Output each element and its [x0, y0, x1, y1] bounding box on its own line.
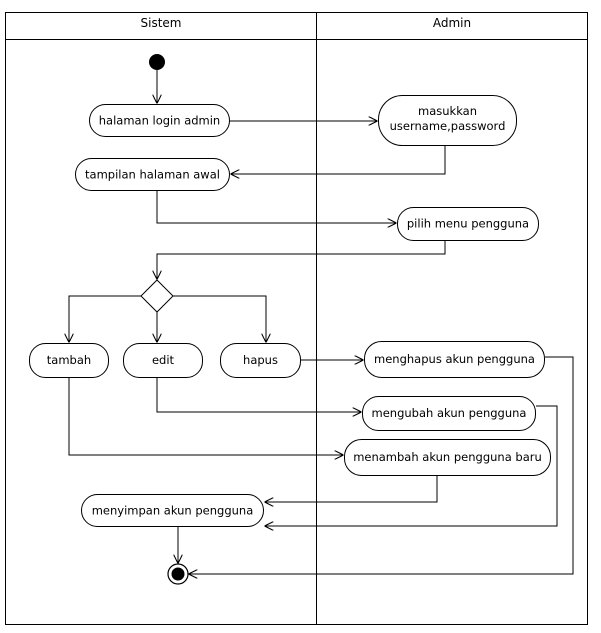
activity-halaman-login-admin: [90, 105, 230, 137]
activity-tampilan-halaman-awal: [76, 159, 230, 191]
activity-edit: [124, 344, 203, 378]
flow-decision-to-hapus: [173, 296, 266, 342]
activity-label: edit: [151, 353, 175, 367]
activity-label: hapus: [243, 353, 278, 367]
flow-menambah-to-menyimpan: [265, 476, 437, 502]
activity-label: menambah akun pengguna baru: [353, 450, 542, 464]
activity-hapus: [221, 344, 301, 378]
activity-menambah-akun-pengguna-baru: [345, 440, 551, 476]
flow-credentials-to-home: [231, 146, 445, 174]
lane-header-sistem: Sistem: [140, 16, 182, 30]
activity-label-line2: username,password: [389, 119, 506, 133]
activity-menghapus-akun-pengguna: [365, 342, 545, 378]
flow-home-to-menu: [157, 191, 396, 223]
activity-menyimpan-akun-pengguna: [82, 495, 264, 527]
activity-label: pilih menu pengguna: [406, 216, 530, 231]
lane-header-admin: Admin: [432, 16, 472, 30]
flow-decision-to-tambah: [69, 296, 141, 342]
activity-label: tampilan halaman awal: [85, 167, 220, 182]
flow-tambah-to-menambah: [69, 378, 343, 455]
activity-mengubah-akun-pengguna: [363, 397, 536, 431]
end-node: [168, 564, 188, 584]
activity-label: menyimpan akun pengguna: [91, 503, 254, 518]
activity-pilih-menu-pengguna: [398, 208, 539, 241]
activity-label-line1: masukkan: [418, 104, 477, 118]
flow-edit-to-mengubah: [157, 378, 361, 412]
activity-label: mengubah akun pengguna: [371, 406, 527, 420]
activity-masukkan-username-password: [379, 96, 517, 146]
flow-menu-to-decision: [157, 241, 445, 279]
activity-tambah: [30, 344, 109, 378]
start-node: [149, 54, 165, 70]
activity-label: menghapus akun pengguna: [374, 352, 535, 366]
activity-label: halaman login admin: [98, 113, 221, 128]
activity-label: tambah: [46, 353, 92, 367]
decision-node: [141, 280, 173, 312]
